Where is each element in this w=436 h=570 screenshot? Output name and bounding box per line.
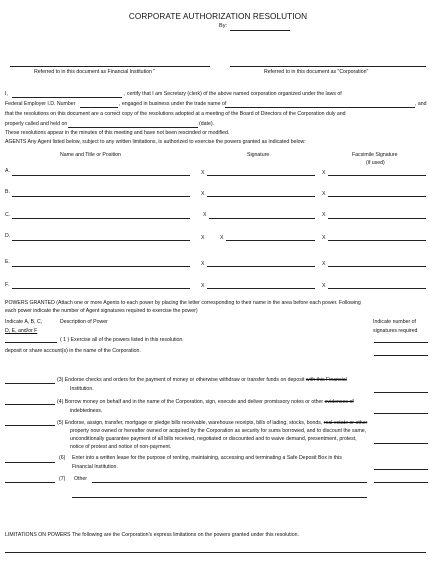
cert-line3: that the resolutions on this document are a correct copy of the resolutions adopted at a meeting of the Board of Directors of the Corporation duly and [5,111,346,117]
signature-x: X [201,261,205,267]
agent-name-line[interactable] [12,196,190,197]
power1-text: ( 1 ) Exercise all of the powers listed in this resolution. [60,337,184,343]
signature-x: X [201,170,205,176]
power3-cont: Institution. [70,386,94,392]
trade-name-line[interactable] [225,107,415,108]
power4-text [57,399,354,405]
agent-name-line[interactable] [12,240,190,241]
power5-cont2: unconditionally guarantee payment of all bills received, negotiated or discounted and to waive demand, presentment, protest, [70,436,357,442]
power7-num: (7) [59,476,66,482]
letters-def: D, E, and/or F [5,328,38,334]
power6-text: Enter into a written lease for the purpose of renting, maintaining, accessing and terminating a Safe Deposit Box in this [72,455,342,461]
agent-label: F. [5,282,10,288]
power3-count-line[interactable] [374,392,428,393]
power7-other-line-2[interactable] [72,497,367,498]
cert-date: (date). [199,121,214,127]
power5-count-line[interactable] [374,443,428,444]
signature-x-second: X [220,235,224,241]
meeting-date-line[interactable] [68,127,198,128]
signature-x: X [201,283,205,289]
cert-line6: AGENTS Any Agent listed below, subject to any written limitations, is authorized to exercise the powers granted as indicated below: [5,139,306,145]
col-signature: Signature [247,152,270,158]
power6-cont: Financial Institution. [72,464,118,470]
power7-label: Other [74,476,87,482]
power6-count-line[interactable] [374,469,428,470]
ref-financial-institution: Referred to in this document as Financial Institution " [34,69,156,75]
power2-text: deposit or share account(s) in the name of the Corporation. [5,348,141,354]
power5-cont3: notice of protest and notice of non-payment. [70,444,172,450]
signature-x: X [201,191,205,197]
agent-signature-line[interactable] [209,218,315,219]
power7-count-line[interactable] [374,482,428,483]
powers-line2: each power indicate the number of Agent signatures required to exercise the power) [5,308,198,314]
power5-text [57,420,367,426]
power5-cont1: property now owned or hereafter owned or acquired by the Corporation as security for sums borrowed, and to discount the same, [70,428,367,434]
agent-signature-line[interactable] [226,240,315,241]
agent-facsimile-line[interactable] [328,175,426,176]
power4-agents-line[interactable] [5,404,55,405]
corporation-line[interactable] [230,66,426,67]
by-label: By: [219,23,228,29]
power1-count-line[interactable] [374,342,428,343]
agent-facsimile-line[interactable] [328,218,426,219]
signature-x: X [203,212,207,218]
power5-struck: real estate or other [323,420,368,426]
cert-ein: Federal Employer I.D. Number [5,101,76,107]
agent-facsimile-line[interactable] [328,288,426,289]
cert-i: I, [5,91,8,97]
power3-struck: with this Financial [305,377,347,383]
powers-line1: POWERS GRANTED (Attach one or more Agents to each power by placing the letter corresponding to their name in the area before each power. Following [5,300,361,306]
col-name-title: Name and Title or Position [60,152,121,158]
by-line[interactable] [230,30,290,31]
number-header-2: signatures required [373,328,418,334]
power5-main: (5) Endorse, assign, transfer, mortgage or pledge bills receivable, warehouse receipts, bills of lading, stocks, bonds, [57,420,323,426]
power7-other-line[interactable] [92,482,367,483]
indicate-letters: Indicate A, B, C, [5,319,43,325]
agent-label: D. [5,233,11,239]
agent-label: B. [5,189,10,195]
power3-main: (3) Endorse checks and orders for the payment of money or otherwise withdraw or transfer funds on deposit [57,377,305,383]
power5-agents-line[interactable] [5,425,55,426]
agent-facsimile-line[interactable] [328,266,426,267]
facsimile-x: X [322,212,326,218]
agent-signature-line[interactable] [207,266,315,267]
power4-count-line[interactable] [374,413,428,414]
agent-signature-line[interactable] [207,175,315,176]
signature-x: X [201,235,205,241]
cert-line5: These resolutions appear in the minutes of this meeting and have not been rescinded or modified. [5,130,230,136]
agent-label: E. [5,259,10,265]
ein-line[interactable] [80,107,118,108]
power4-cont: indebtedness. [70,408,103,414]
cert-trade: , engaged in business under the trade name of [119,101,227,107]
ref-corporation: Referred to in this document as "Corporation" [264,69,369,75]
power4-struck: evidences of [324,399,354,405]
power3-text [57,377,347,383]
cert-line1: , certify that I am Secretary (clerk) of the above named corporation organized under the laws of [124,91,342,97]
agent-signature-line[interactable] [207,196,315,197]
limitations-line[interactable] [5,552,426,553]
power4-main: (4) Borrow money on behalf and in the name of the Corporation, sign, execute and deliver promissory notes or other [57,399,324,405]
agent-facsimile-line[interactable] [328,240,426,241]
power1-agents-line[interactable] [5,342,57,343]
agent-name-line[interactable] [12,218,190,219]
description-header: Description of Power [60,319,108,325]
power3-agents-line[interactable] [5,383,55,384]
power6-num: (6) [59,455,66,461]
agent-label: A. [5,168,10,174]
secretary-name-line[interactable] [12,97,122,98]
agent-label: C. [5,212,11,218]
limitations-text: LIMITATIONS ON POWERS The following are the Corporation's express limitations on the powers granted under this resolution. [5,532,299,538]
agent-name-line[interactable] [12,266,190,267]
col-facsimile-sub: (if used) [366,160,385,166]
agent-facsimile-line[interactable] [328,196,426,197]
facsimile-x: X [322,170,326,176]
agent-signature-line[interactable] [207,288,315,289]
power6-agents-line[interactable] [5,462,55,463]
power2-count-line[interactable] [374,355,428,356]
facsimile-x: X [322,283,326,289]
document-title: CORPORATE AUTHORIZATION RESOLUTION [128,12,308,21]
col-facsimile: Facsimile Signature [352,152,398,158]
cert-and: , and [415,101,427,107]
cert-held-on: properly called and held on [5,121,68,127]
power7-agents-line[interactable] [5,482,55,483]
facsimile-x: X [322,191,326,197]
facsimile-x: X [322,235,326,241]
number-header-1: Indicate number of [373,319,416,325]
agent-name-line[interactable] [12,175,190,176]
agent-name-line[interactable] [12,288,190,289]
facsimile-x: X [322,261,326,267]
financial-institution-line[interactable] [10,66,210,67]
